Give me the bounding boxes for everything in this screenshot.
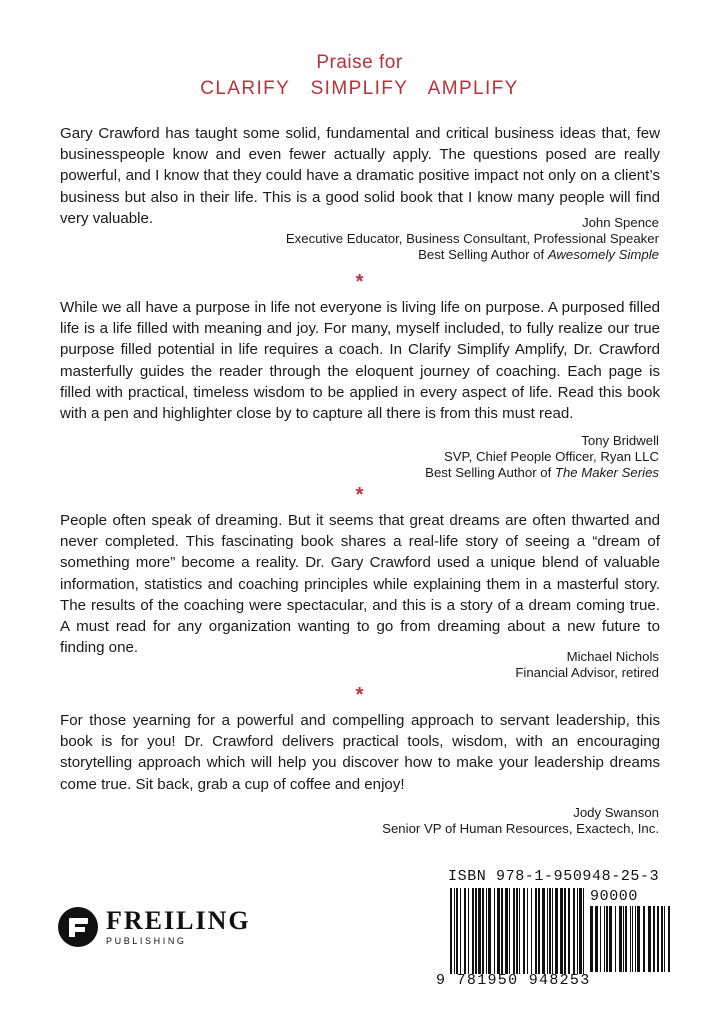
separator-asterisk: * <box>355 684 364 706</box>
isbn-barcode <box>434 866 674 991</box>
testimonial-attribution <box>239 433 659 480</box>
publisher-f-icon <box>58 907 98 947</box>
testimonial-attribution <box>239 649 659 681</box>
praise-heading: Praise for <box>316 52 403 73</box>
isbn-label: ISBN 978-1-950948-25-3 <box>448 868 660 885</box>
attribution-title: Executive Educator, Business Consultant, Professional Speaker <box>285 230 659 246</box>
testimonial-attribution <box>239 805 659 837</box>
testimonial-attribution <box>239 215 659 262</box>
attribution-title: Financial Advisor, retired <box>515 664 659 680</box>
publisher-logo <box>58 907 251 947</box>
attribution-title: SVP, Chief People Officer, Ryan LLC <box>443 448 659 464</box>
attribution-credit: Best Selling Author of Awesomely Simple <box>418 246 659 262</box>
publisher-subtitle: PUBLISHING <box>106 936 187 946</box>
separator-asterisk: * <box>355 271 364 293</box>
ean-digits: 9 781950 948253 <box>436 972 591 989</box>
attribution-credit: Best Selling Author of The Maker Series <box>425 464 659 480</box>
testimonial-text: People often speak of dreaming. But it seems that great dreams are often thwarted and never completed. This fascinating book shares a real-life story of seeing a “dream of something more” become a reality. Dr. Gary Crawford used a unique blend of valuable information, statistics and coaching principles while explaining them in a masterful story. The results of the coaching were spectacular, and this is a story of a dream coming true. A must read for any organization wanting to go from dreaming about a new future to finding one. <box>60 512 660 657</box>
price-code: 90000 <box>590 888 639 905</box>
separator-asterisk: * <box>355 484 364 506</box>
book-title: CLARIFY SIMPLIFY AMPLIFY <box>200 78 519 99</box>
ean-barcode-bars <box>450 888 584 974</box>
credit-work: Awesomely Simple <box>547 246 659 262</box>
testimonial-text: Gary Crawford has taught some solid, fundamental and critical business ideas that, few businesspeople know and even fewer actually apply. The questions posed are really powerful, and I know that they could have a dramatic positive impact not only on a client’s business but also in their life. This is a good solid book that I know many people will find very valuable. <box>60 125 660 227</box>
publisher-name: FREILING <box>106 906 251 935</box>
testimonial-text: While we all have a purpose in life not everyone is living life on purpose. A purposed filled life is a life filled with meaning and joy. For many, myself included, to fully realize our true purpose filled potential in life requires a coach. In Clarify Simplify Amplify, Dr. Crawford masterfully guides the reader through the eloquent journey of coaching. Each page is filled with practical, timeless wisdom to be applied in every aspect of life. Read this book with a pen and highlighter close by to capture all there is from this must read. <box>60 299 660 423</box>
testimonial-text: For those yearning for a powerful and compelling approach to servant leadership, this book is for you! Dr. Crawford delivers practical tools, wisdom, with an encouraging storytelling approach which will help you discover how to make your leadership dreams come true. Sit back, grab a cup of coffee and enjoy! <box>60 712 660 793</box>
addon-barcode-bars <box>590 906 670 972</box>
credit-work: The Maker Series <box>554 464 659 480</box>
attribution-name: Tony Bridwell <box>581 433 659 448</box>
attribution-name: Michael Nichols <box>566 649 659 664</box>
attribution-title: Senior VP of Human Resources, Exactech, Inc. <box>382 820 659 836</box>
attribution-name: John Spence <box>582 215 659 230</box>
attribution-name: Jody Swanson <box>573 805 659 820</box>
